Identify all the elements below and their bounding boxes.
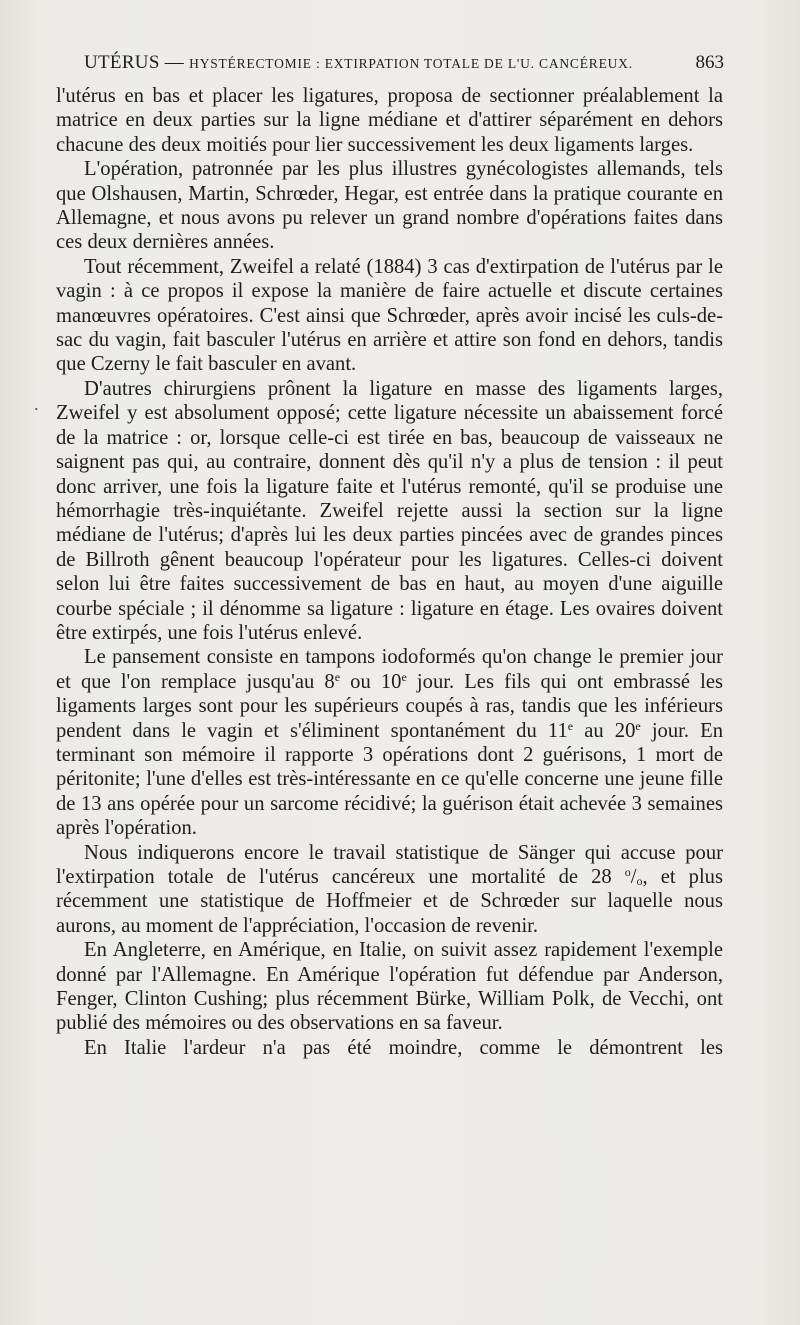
paragraph-5: Le pansement consiste en tampons iodoformés qu'on change le premier jour et que l'on remplace jusqu'au 8e ou 10e jour. Les fils qui ont embrassé les ligaments larges sont pour les supérieurs coupés à ras, tandis que les inférieurs pendent dans le vagin et s'éliminent spontanément du 11e au 20e jour. En terminant son mémoire il rapporte 3 opérations dont 2 guérisons, 1 mort de péritonite; l'une d'elles est très-intéressante en ce qu'elle concerne une jeune fille de 13 ans opérée pour un sarcome récidivé; la guérison était achevée 3 semaines après l'opération. [56, 646, 724, 840]
paragraph-2: L'opération, patronnée par les plus illustres gynécologistes allemands, tels que Olshausen, Martin, Schrœder, Hegar, est entrée dans la pratique courante en Allemagne, et nous avons pu relever un grand nombre d'opérations faites dans ces deux dernières années. [56, 158, 723, 254]
page-number: 863 [695, 52, 724, 73]
paragraph-8: En Italie l'ardeur n'a pas été moindre, comme le démontrent les [84, 1036, 723, 1059]
running-header [84, 48, 724, 78]
margin-mark: . [34, 394, 39, 414]
paragraph-4: D'autres chirurgiens prônent la ligature en masse des ligaments larges, Zweifel y est absolument opposé; cette ligature nécessite un abaissement forcé de la matrice : or, lorsque celle-ci est tirée en bas, beaucoup de vaisseaux ne saignent pas qui, au contraire, donnent dès qu'il n'y a plus de tension : il peut donc arriver, une fois la ligature faite et l'utérus remonté, qu'il se produise une hémorrhagie très-inquiétante. Zweifel rejette aussi la section sur la ligne médiane de l'utérus; d'après lui les deux parties pincées avec de grandes pinces de Billroth gênent beaucoup l'opérateur pour les ligatures. Celles-ci doivent selon lui être faites successivement de bas en haut, au moyen d'une aiguille courbe spéciale ; il dénomme sa ligature : ligature en étage. Les ovaires doivent être extirpés, une fois l'utérus enlevé. [56, 377, 723, 644]
body-text [56, 84, 723, 1060]
running-title [84, 48, 633, 79]
paragraph-6: Nous indiquerons encore le travail statistique de Sänger qui accuse pour l'extirpation totale de l'utérus cancéreux une mortalité de 28 $^o/_o$, et plus récemment une statistique de Hoffmeier et de Schrœder sur laquelle nous aurons, au moment de l'appréciation, l'occasion de revenir. [56, 841, 723, 937]
paragraph-7: En Angleterre, en Amérique, en Italie, on suivit assez rapidement l'exemple donné par l'Allemagne. En Amérique l'opération fut défendue par Anderson, Fenger, Clinton Cushing; plus récemment Bürke, William Polk, de Vecchi, ont publié des mémoires ou des observations en sa faveur. [56, 939, 723, 1035]
running-title-dash: — [164, 52, 185, 73]
paragraph-3: Tout récemment, Zweifel a relaté (1884) 3 cas d'extirpation de l'utérus par le vagin : à ce propos il expose la manière de faire actuelle et discute certaines manœuvres opératoires. C'est ainsi que Schrœder, après avoir incisé les culs-de-sac du vagin, fait basculer l'utérus en arrière et attire son fond en dehors, tandis que Czerny le fait basculer en avant. [56, 255, 723, 376]
running-title-main: UTÉRUS [84, 52, 160, 73]
paragraph-1: l'utérus en bas et placer les ligatures, proposa de sectionner préalablement la matrice en deux parties sur la ligne médiane et d'attirer séparément en dehors chacune des deux moitiés pour lier successivement les deux ligaments larges. [56, 85, 723, 156]
running-title-subject: HYSTÉRECTOMIE : EXTIRPATION TOTALE DE L'U. CANCÉREUX. [189, 56, 633, 71]
